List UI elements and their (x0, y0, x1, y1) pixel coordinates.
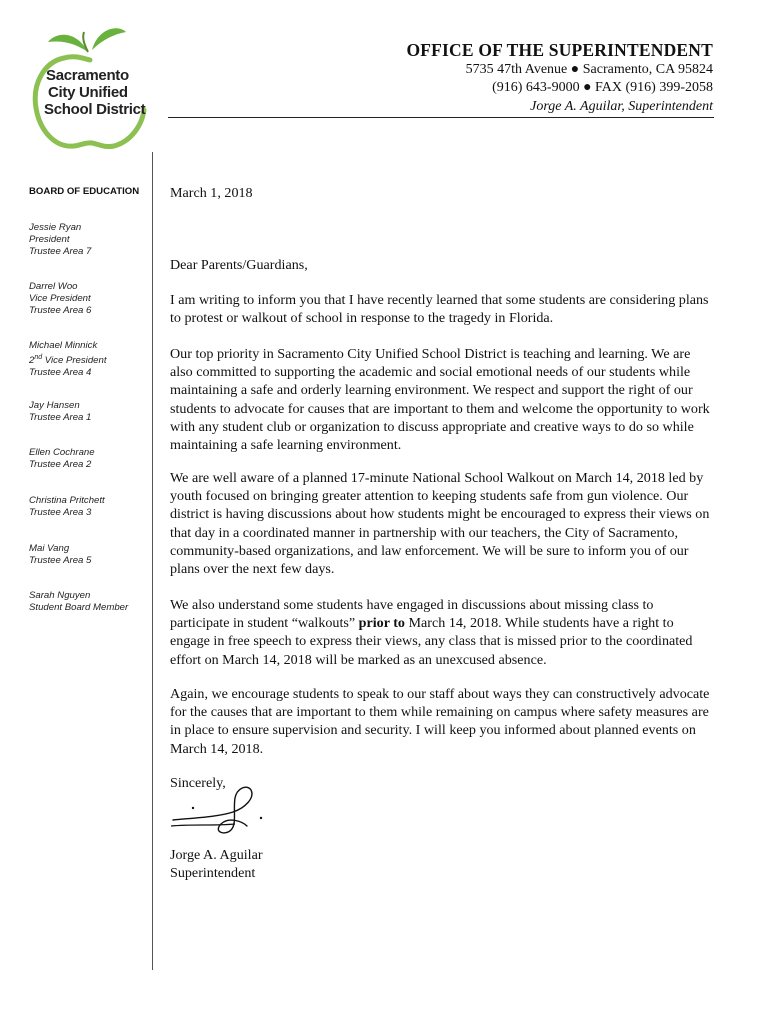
phone-fax-line: (916) 643-9000 ● FAX (916) 399-2058 (492, 80, 713, 95)
board-member (29, 400, 91, 424)
logo-text-line3: School District (44, 101, 146, 118)
board-member (29, 495, 105, 519)
superintendent-line: Jorge A. Aguilar, Superintendent (530, 99, 713, 114)
member-name: Darrel Woo (29, 281, 78, 292)
member-role: Vice President (29, 293, 91, 304)
member-area: Trustee Area 6 (29, 305, 92, 316)
paragraph-1: I am writing to inform you that I have recently learned that some students are considering plans to protest or walkout of school in response to the tragedy in Florida. (170, 292, 709, 327)
member-name: Sarah Nguyen (29, 590, 91, 601)
sidebar-divider (152, 152, 153, 970)
paragraph-3: We are well aware of a planned 17-minute National School Walkout on March 14, 2018 led by youth focused on bringing greater attention to keeping students safe from gun violence. Our district is having discussions about how students might be encouraged to express their views on that day in a coordinated manner in partnership with our teachers, the City of Sacramento, community-based organizations, and law enforcement. We will be sure to inform you of our plans over the next few days. (170, 470, 710, 578)
member-area: Trustee Area 7 (29, 246, 92, 257)
letter-date: March 1, 2018 (170, 185, 253, 201)
member-area: Trustee Area 1 (29, 412, 92, 423)
paragraph-2: Our top priority in Sacramento City Unified School District is teaching and learning. We are also committed to supporting the academic and social emotional needs of our students while maintaining a safe and orderly learning environment. We respect and support the right of our students to advocate for causes that are important to them and welcome the opportunity to work with any student club or organization to discuss appropriate and creative ways to do so while maintaining a safe learning environment. (170, 346, 710, 454)
district-logo (26, 22, 156, 152)
member-area: Trustee Area 3 (29, 507, 92, 518)
member-role: 2nd Vice President (29, 354, 107, 367)
closing: Sincerely, (170, 775, 226, 791)
board-member (29, 222, 91, 258)
emphasis-prior-to: prior to (358, 615, 405, 632)
header-divider (168, 117, 714, 118)
address-line: 5735 47th Avenue ● Sacramento, CA 95824 (465, 62, 713, 77)
member-area: Trustee Area 5 (29, 555, 92, 566)
board-member (29, 590, 128, 614)
office-title: OFFICE OF THE SUPERINTENDENT (406, 40, 713, 60)
member-area: Student Board Member (29, 602, 129, 613)
member-area: Trustee Area 4 (29, 367, 92, 379)
board-member (29, 281, 91, 317)
salutation: Dear Parents/Guardians, (170, 257, 308, 273)
member-name: Mai Vang (29, 543, 70, 554)
logo-text-line1: Sacramento (46, 67, 129, 84)
board-member (29, 543, 91, 567)
member-area: Trustee Area 2 (29, 459, 92, 470)
paragraph-5: Again, we encourage students to speak to our staff about ways they can constructively advocate for the causes that are important to them while remaining on campus where safety measures are in place to ensure supervision and security. I will keep you informed about planned events on March 14, 2018. (170, 686, 710, 757)
member-name: Christina Pritchett (29, 495, 105, 506)
logo-text-line2: City Unified (48, 84, 128, 101)
member-name: Jay Hansen (29, 400, 80, 411)
member-name: Michael Minnick (29, 340, 98, 351)
signer-name: Jorge A. Aguilar (170, 847, 263, 863)
board-member (29, 340, 107, 379)
member-name: Ellen Cochrane (29, 447, 95, 458)
board-member (29, 447, 95, 471)
member-role: President (29, 234, 70, 245)
member-name: Jessie Ryan (29, 222, 82, 233)
paragraph-4: We also understand some students have engaged in discussions about missing class to participate in student “walkouts” prior to March 14, 2018. While students have a right to engage in free speech to express their views, any class that is missed prior to the coordinated effort on March 14, 2018 will be marked as an unexcused absence. (170, 597, 693, 668)
signature-icon (163, 782, 273, 838)
signer-title: Superintendent (170, 865, 256, 881)
board-heading: BOARD OF EDUCATION (29, 186, 140, 197)
